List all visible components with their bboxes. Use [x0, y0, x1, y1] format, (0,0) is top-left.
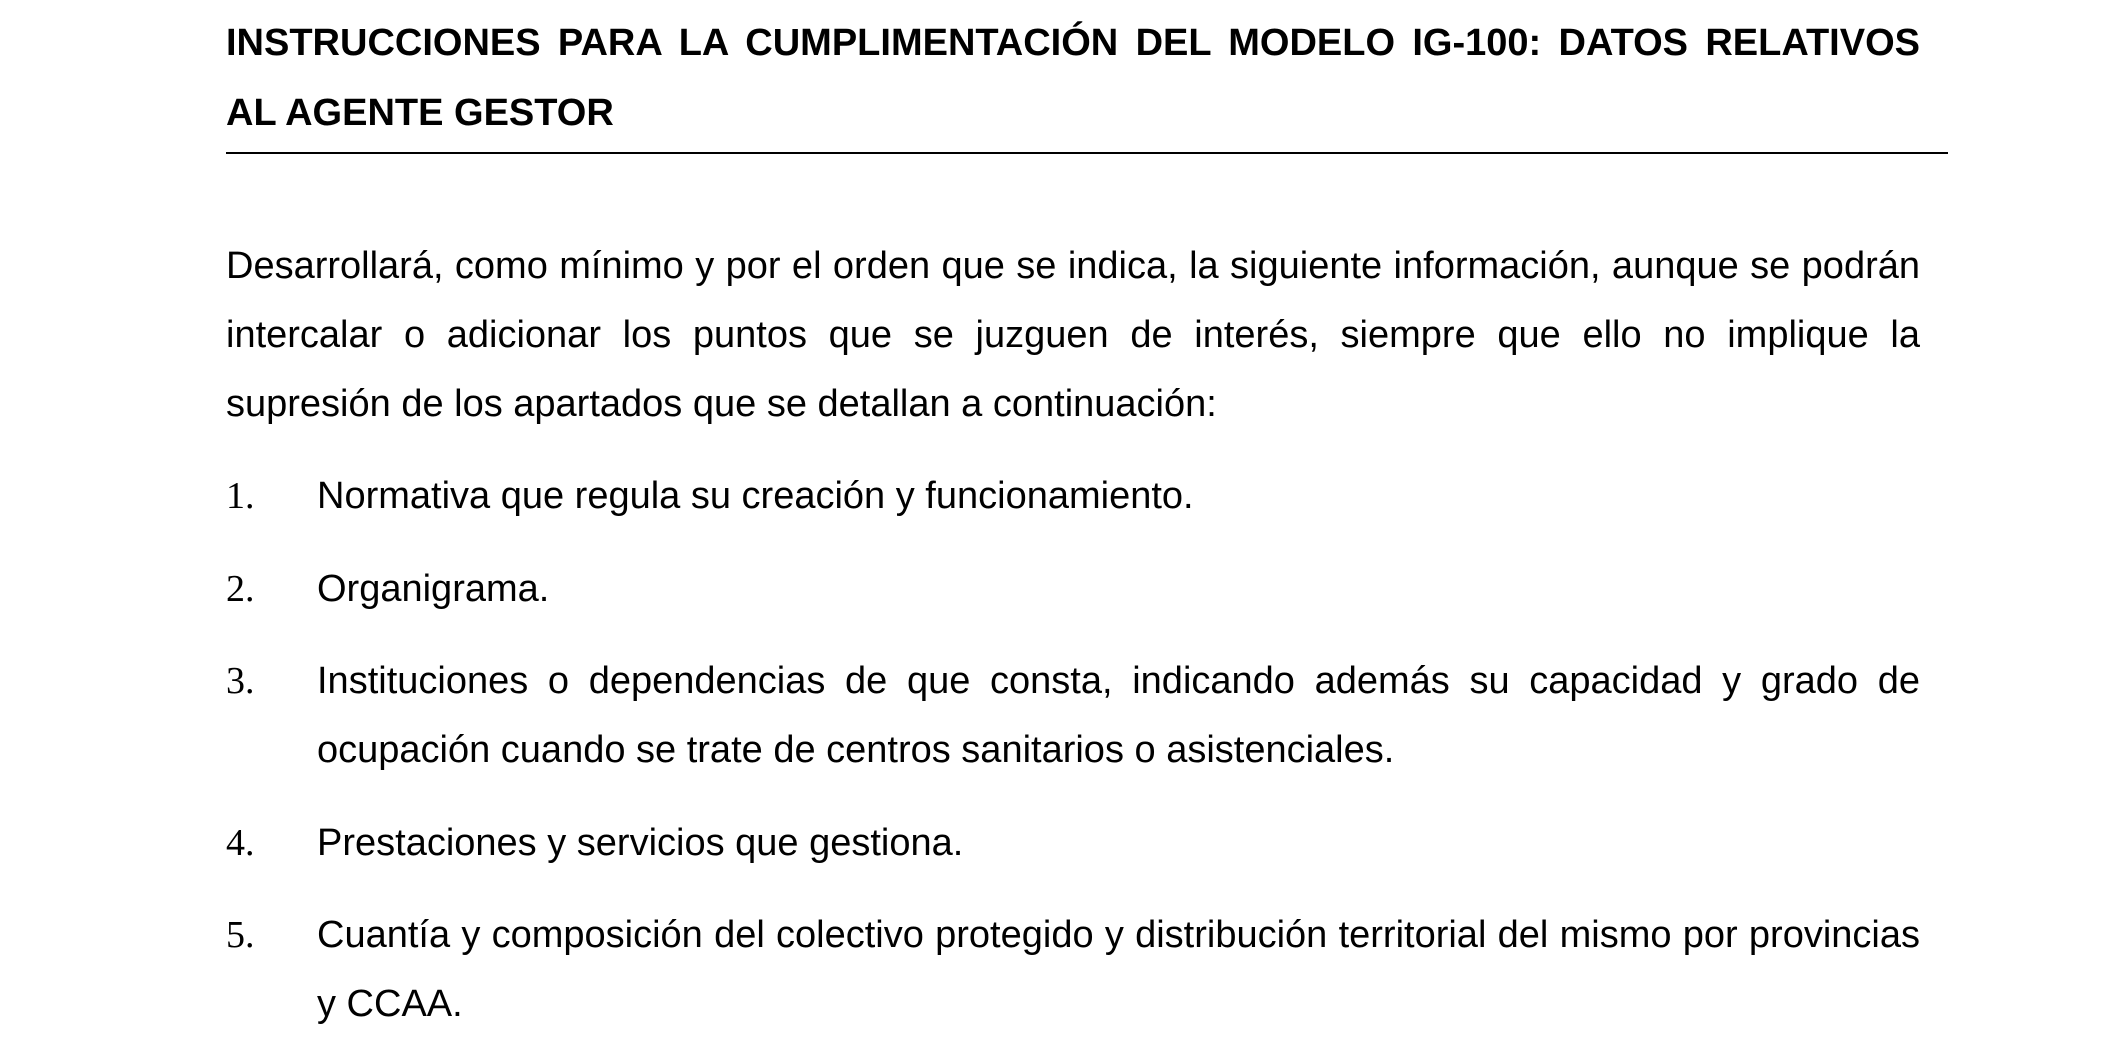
list-item — [226, 647, 1920, 785]
document-title: INSTRUCCIONES PARA LA CUMPLIMENTACIÓN DEL MODELO IG-100: DATOS RELATIVOS AL AGENTE GESTOR — [226, 22, 1920, 134]
list-item-text: Prestaciones y servicios que gestiona. — [317, 822, 964, 864]
list-item-text: Cuantía y composición del colectivo protegido y distribución territorial del mismo por provincias y CCAA. — [317, 914, 1920, 1025]
list-item-text: Organigrama. — [317, 568, 550, 610]
list-item-number: 4. — [226, 822, 255, 864]
list-item-text: Instituciones o dependencias de que consta, indicando además su capacidad y grado de ocupación cuando se trate de centros sanitarios o asistenciales. — [317, 660, 1920, 771]
list-item — [226, 462, 1920, 531]
list-item-text: Normativa que regula su creación y funcionamiento. — [317, 475, 1194, 517]
list-item — [226, 555, 1920, 624]
list-item-number: 5. — [226, 914, 255, 956]
list-item — [226, 901, 1920, 1039]
list-item-number: 1. — [226, 475, 255, 517]
intro-paragraph: Desarrollará, como mínimo y por el orden que se indica, la siguiente información, aunque se podrán intercalar o adicionar los puntos que se juzguen de interés, siempre que ello no implique la supresión de los apartados que se detallan a continuación: — [226, 245, 1920, 425]
title-divider — [226, 152, 1948, 154]
list-item-number: 3. — [226, 660, 255, 702]
list-item — [226, 809, 1920, 878]
list-item-number: 2. — [226, 568, 255, 610]
document-page — [226, 0, 1920, 1025]
